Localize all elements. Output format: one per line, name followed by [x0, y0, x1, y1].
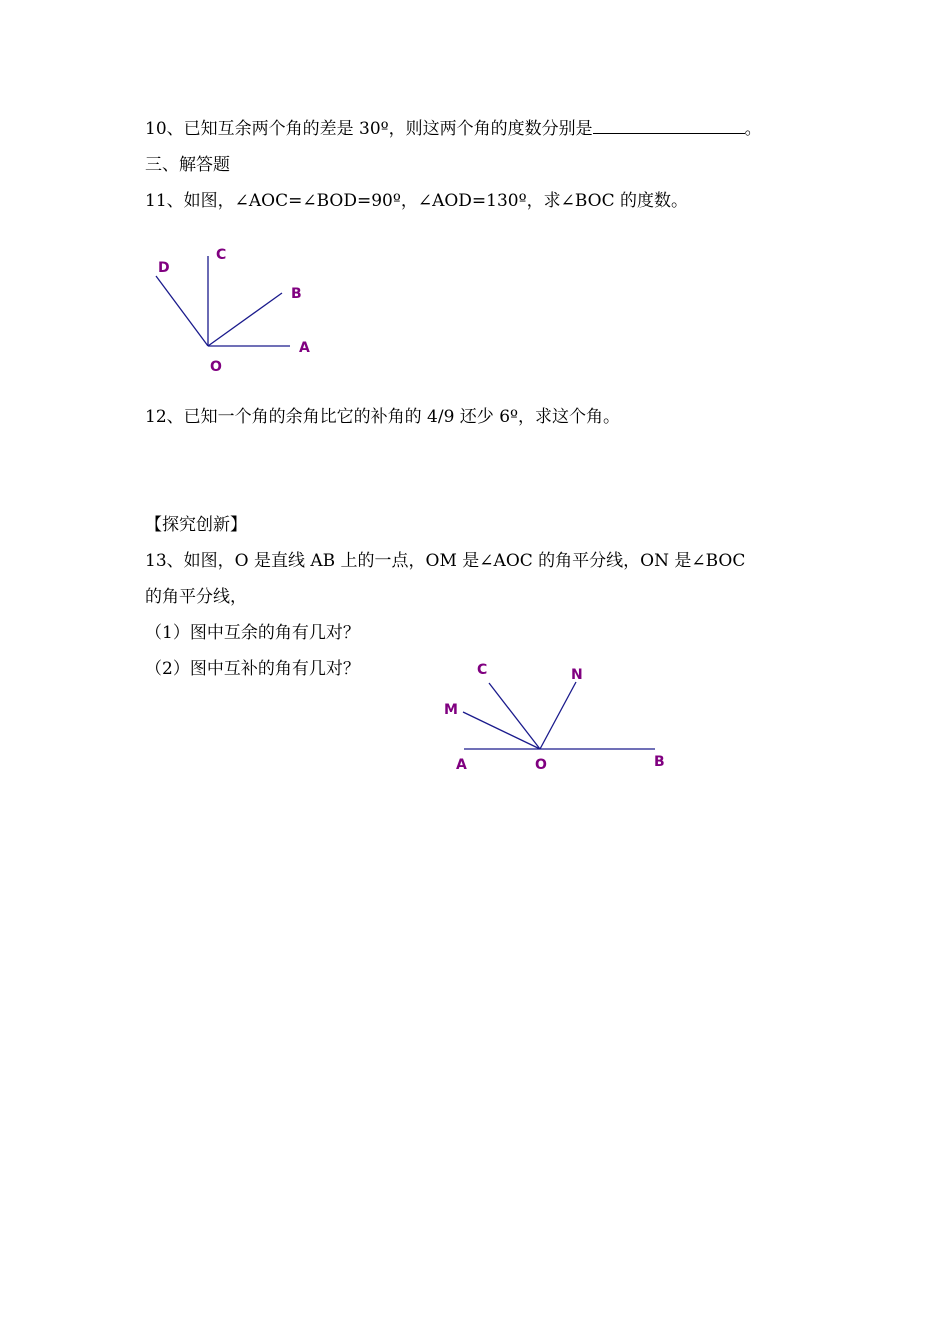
ray-oc — [489, 683, 540, 749]
figure-1 — [156, 247, 310, 375]
label-a: A — [299, 340, 310, 356]
label-d: D — [158, 260, 170, 276]
question-13-sub1: （1）图中互余的角有几对？ — [145, 623, 360, 643]
question-10-text: 10、已知互余两个角的差是 30º，则这两个角的度数分别是 — [145, 119, 593, 139]
ray-ob — [208, 293, 282, 346]
ray-on — [540, 682, 576, 749]
question-10-end: 。 — [744, 119, 762, 139]
question-13-sub2: （2）图中互补的角有几对？ — [145, 659, 360, 679]
figure-2 — [444, 662, 665, 773]
ray-om — [463, 712, 540, 749]
label-b: B — [291, 286, 302, 302]
question-13-line1: 13、如图，O 是直线 AB 上的一点，OM 是∠AOC 的角平分线，ON 是∠BOC — [145, 551, 746, 571]
question-12: 12、已知一个角的余角比它的补角的 4/9 还少 6º，求这个角。 — [145, 407, 621, 427]
label-n: N — [571, 667, 583, 683]
question-13-line2: 的角平分线， — [145, 587, 247, 607]
label-a: A — [456, 757, 467, 773]
label-b: B — [654, 754, 665, 770]
label-c: C — [216, 247, 227, 263]
question-11: 11、如图，∠AOC=∠BOD=90º，∠AOD=130º，求∠BOC 的度数。 — [145, 191, 689, 211]
ray-od — [156, 276, 208, 346]
label-o: O — [210, 359, 222, 375]
section-heading: 三、解答题 — [145, 155, 230, 175]
label-c: C — [477, 662, 488, 678]
explore-heading: 【探究创新】 — [145, 515, 247, 535]
label-o: O — [535, 757, 547, 773]
label-m: M — [444, 702, 458, 718]
